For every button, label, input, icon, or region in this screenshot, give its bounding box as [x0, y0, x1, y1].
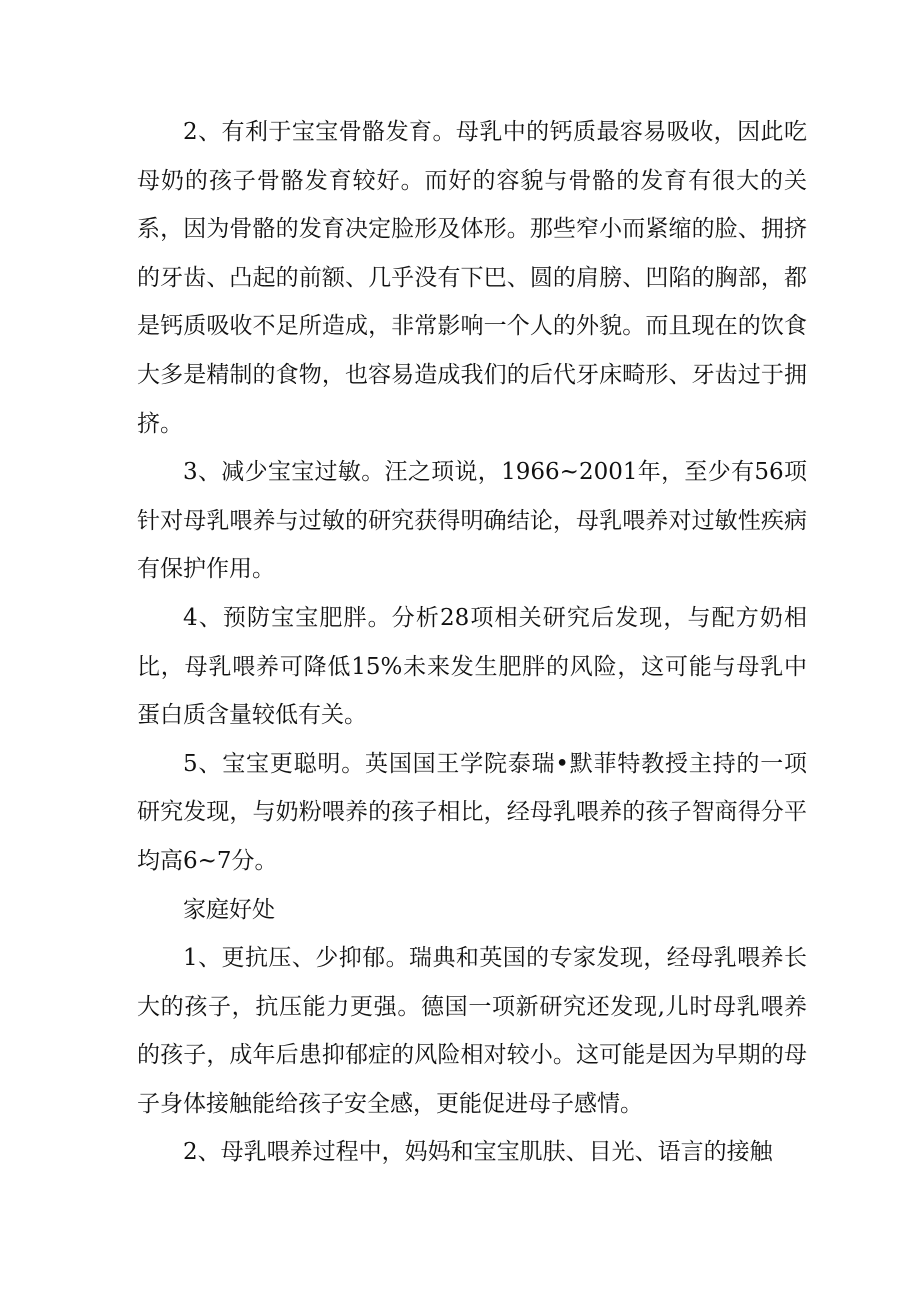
paragraph-bone-development: 2、有利于宝宝骨骼发育。母乳中的钙质最容易吸收，因此吃母奶的孩子骨骼发育较好。而好的容貌与骨骼的发育有很大的关系，因为骨骼的发育决定脸形及体形。那些窄小而紧缩的脸、拥挤的牙齿、凸起的前额、几乎没有下巴、圆的肩膀、凹陷的胸部，都是钙质吸收不足所造成，非常影响一个人的外貌。而且现在的饮食大多是精制的食物，也容易造成我们的后代牙床畸形、牙齿过于拥挤。 [137, 119, 807, 437]
paragraph-prevent-obesity: 4、预防宝宝肥胖。分析28项相关研究后发现，与配方奶相比，母乳喂养可降低15%未来发生肥胖的风险，这可能与母乳中蛋白质含量较低有关。 [137, 604, 807, 729]
paragraph-reduce-allergy: 3、减少宝宝过敏。汪之顼说，1966~2001年，至少有56项针对母乳喂养与过敏的研究获得明确结论，母乳喂养对过敏性疾病有保护作用。 [137, 459, 807, 583]
paragraph-stress-resistance: 1、更抗压、少抑郁。瑞典和英国的专家发现，经母乳喂养长大的孩子，抗压能力更强。德国一项新研究还发现,儿时母乳喂养的孩子，成年后患抑郁症的风险相对较小。这可能是因为早期的母子身体接触能给孩子安全感，更能促进母子感情。 [137, 945, 807, 1117]
section-heading-family-benefits: 家庭好处 [183, 896, 275, 923]
document-body [137, 108, 807, 1177]
paragraph-smarter-baby: 5、宝宝更聪明。英国国王学院泰瑞•默菲特教授主持的一项研究发现，与奶粉喂养的孩子相比，经母乳喂养的孩子智商得分平均高6~7分。 [137, 750, 807, 874]
paragraph-skin-contact: 2、母乳喂养过程中，妈妈和宝宝肌肤、目光、语言的接触 [183, 1139, 773, 1166]
